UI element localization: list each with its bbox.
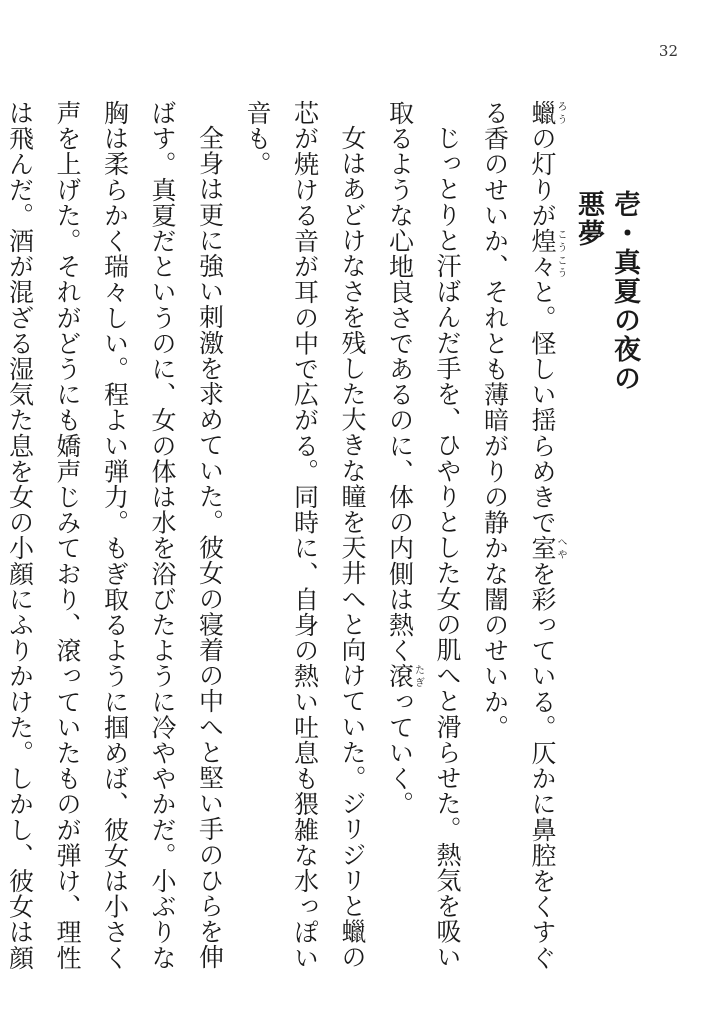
text-run: と。怪しい揺らめきで xyxy=(528,279,557,536)
ruby-reading: へや xyxy=(555,535,566,561)
ruby-reading: たぎ xyxy=(412,663,424,689)
chapter-title: 壱・真夏の夜の悪夢 xyxy=(573,190,640,393)
text-run: じっとりと汗ばんだ手を、ひやりとした女の肌へと滑らせた。熱気を吸い取るような心地良さであるのに、体の内側は熱く xyxy=(385,100,462,970)
ruby-annotation: 蠟ろう xyxy=(528,100,566,126)
paragraph-p3 xyxy=(234,100,377,980)
body-text xyxy=(5,100,566,980)
ruby-annotation: 滾たぎ xyxy=(385,663,424,689)
ruby-annotation: 煌々こうこう xyxy=(528,228,566,280)
page-number: 32 xyxy=(658,42,678,60)
paragraph-p4 xyxy=(0,100,234,980)
text-run: 女はあどけなさを残した大きな瞳を天井へと向けていた。ジリジリと蠟の芯が焼ける音が耳の中で広がる。同時に、自身の熱い吐息も猥雑な水っぽい音も。 xyxy=(243,100,367,971)
ruby-reading: こうこう xyxy=(555,228,566,280)
paragraph-p2 xyxy=(376,100,471,980)
ruby-reading: ろう xyxy=(555,100,566,126)
ruby-annotation: 室へや xyxy=(528,535,566,561)
paragraph-p1 xyxy=(471,100,566,980)
text-run: の灯りが xyxy=(528,125,557,229)
text-run: 全身は更に強い刺激を求めていた。彼女の寝着の中へと堅い手のひらを伸ばす。真夏だというのに、女の体は水を浴びたように冷ややかだ。小ぶりな胸は柔らかく瑞々しい。程よい弾力。もぎ取るように掴めば、彼女は小さく声を上げた。それがどうにも嬌声じみており、滾っていたものが弾け、理性は飛んだ。酒が混ざる湿気た息を女の小顔にふりかけた。しかし、彼女は顔 xyxy=(5,100,225,971)
text-run: っていく。 xyxy=(385,688,415,817)
text-run: を彩っている。仄かに鼻腔をくすぐる香のせいか、それとも薄暗がりの静かな闇のせいか。 xyxy=(480,100,557,971)
